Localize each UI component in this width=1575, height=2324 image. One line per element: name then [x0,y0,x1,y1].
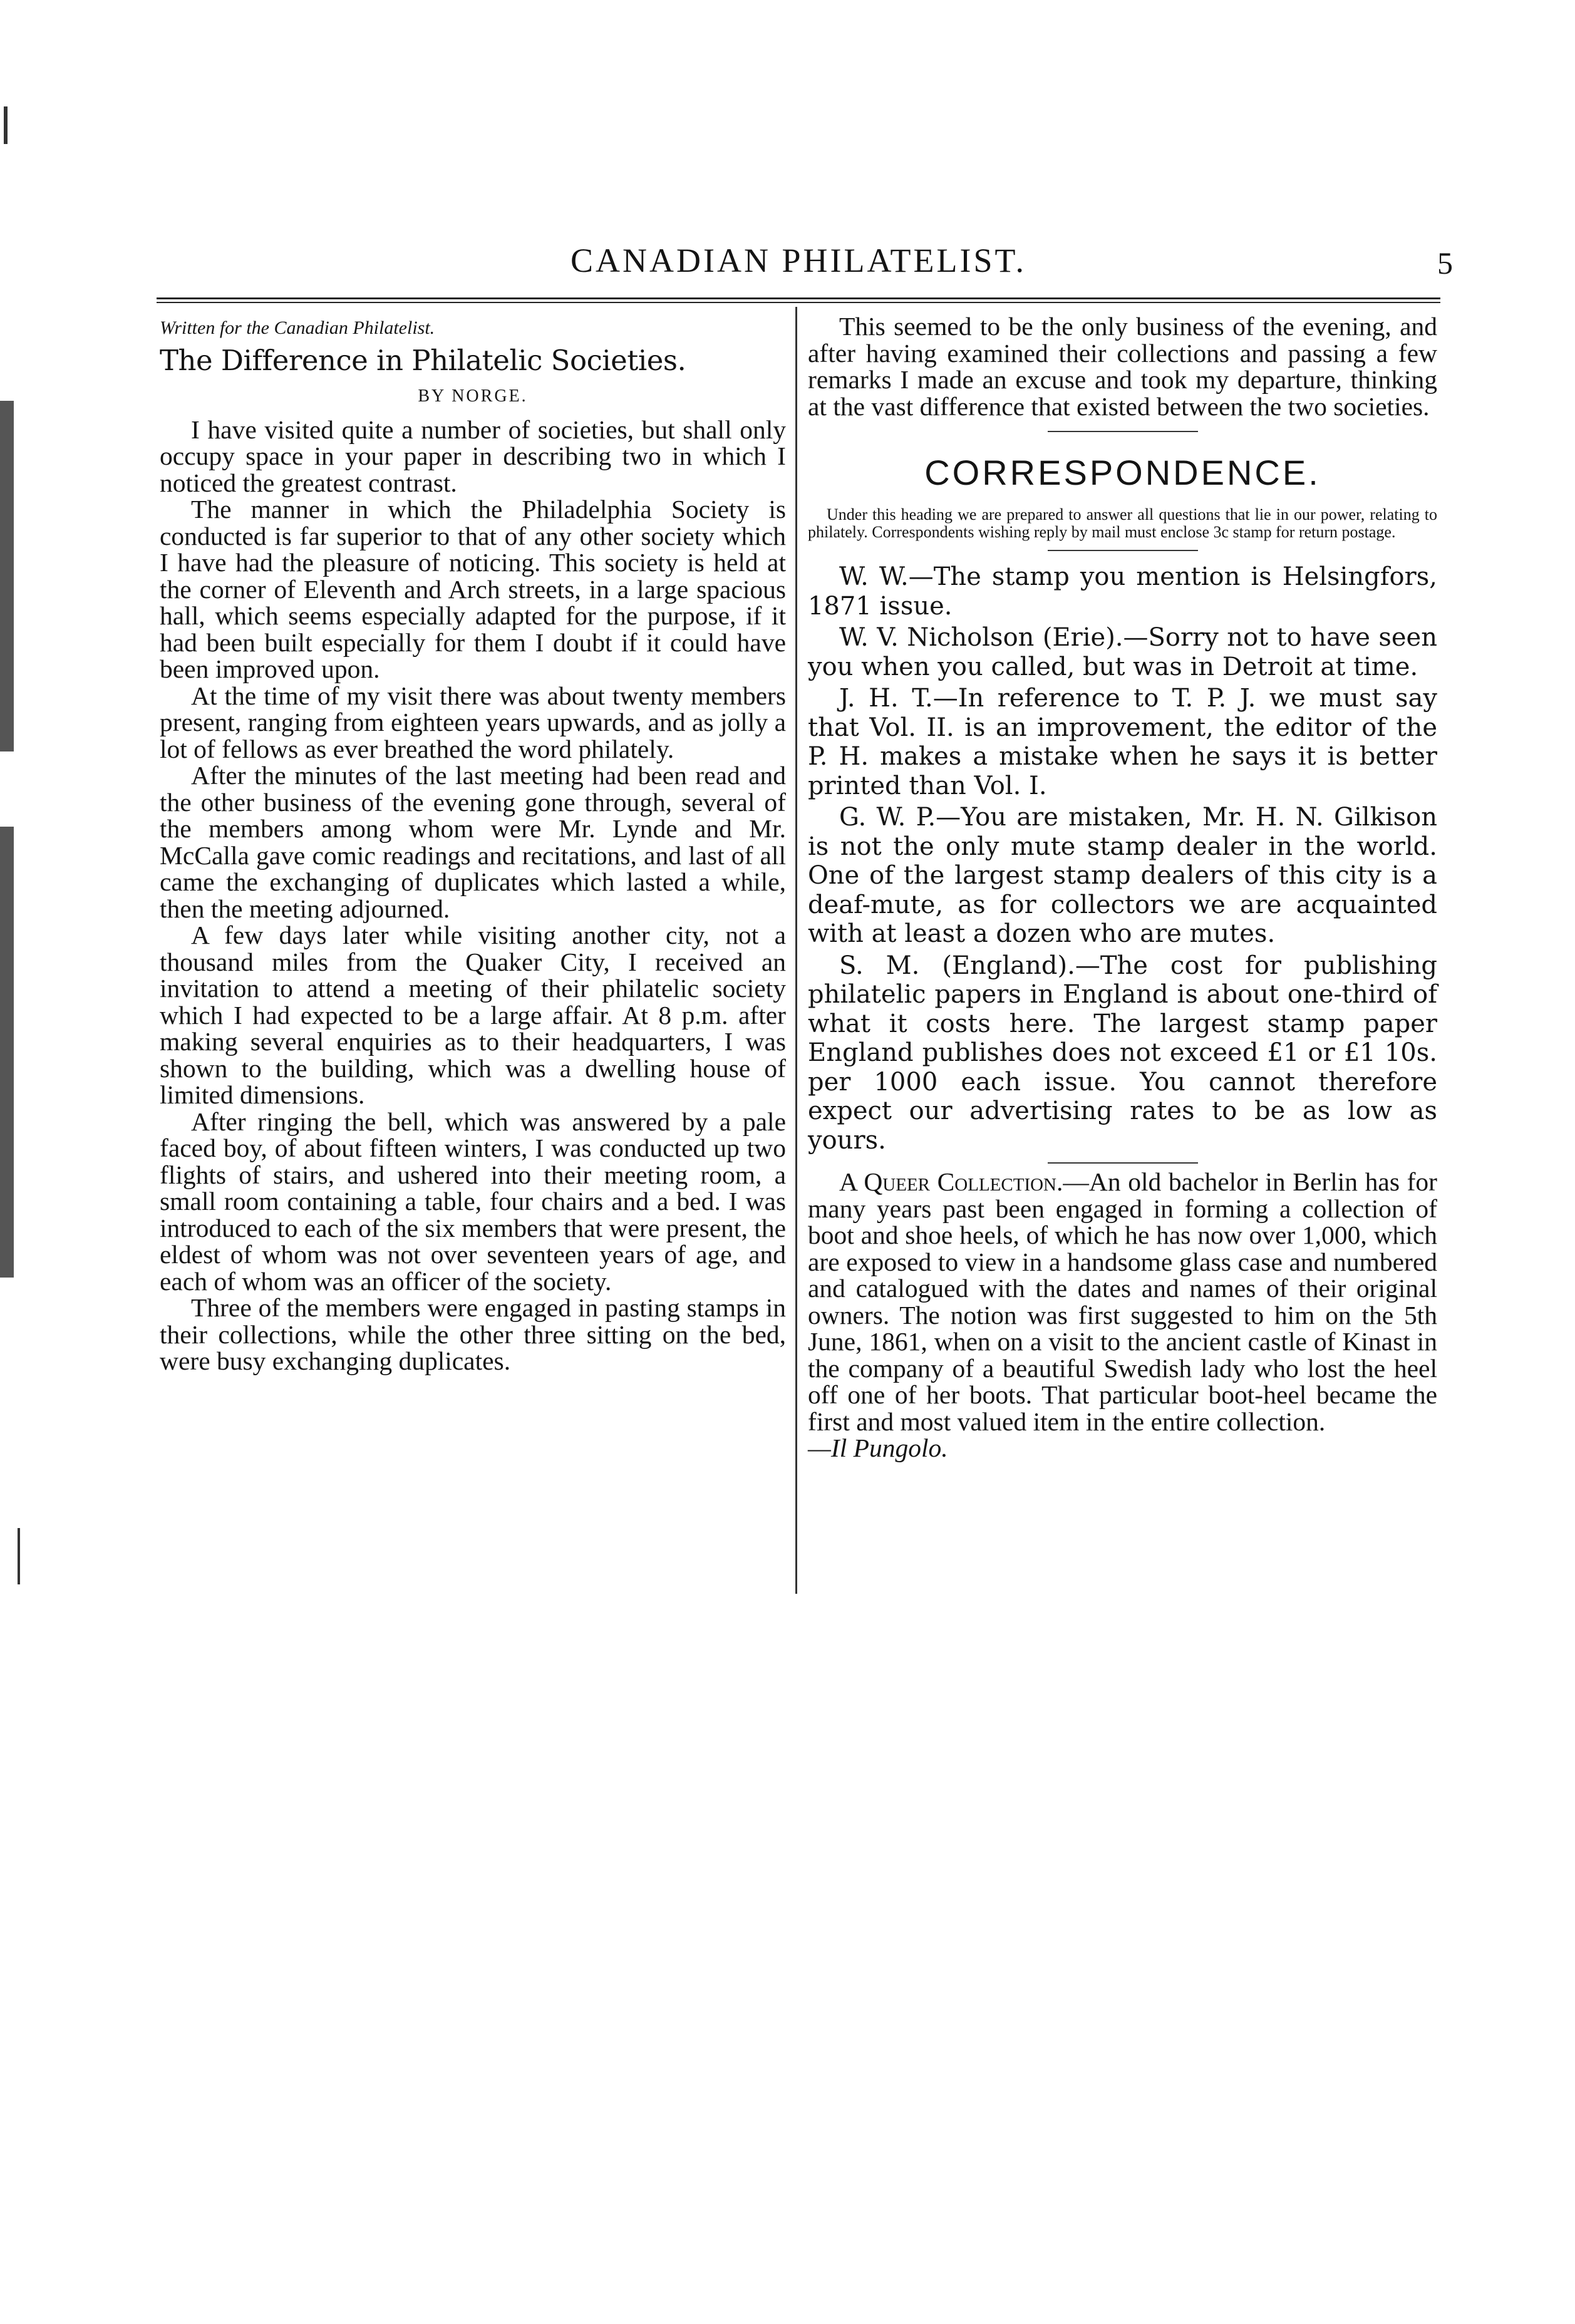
correspondence-item: W. W.—The stamp you mention is Helsingfors, 1871 issue. [808,562,1437,621]
scan-edge-mark-top [4,106,8,144]
article-paragraph: After ringing the bell, which was answered by a pale faced boy, of about fifteen winters, I was conducted up two flights of stairs, and ushered into their meeting room, a small room containing a table, four chairs and a bed. I was introduced to each of the six members that were present, the eldest of whom was not over seventeen years of age, and each of whom was an officer of the society. [160,1107,786,1296]
scan-edge-mark-bottom [18,1528,20,1584]
correspondence-item: J. H. T.—In reference to T. P. J. we must say that Vol. II. is an improvement, the editor of the P. H. makes a mistake when he says it is better printed than Vol. I. [808,684,1437,800]
journal-title: CANADIAN PHILATELIST. [571,242,1026,279]
article-paragraph: I have visited quite a number of societies, but shall only occupy space in your paper in describing two in which I noticed the greatest contrast. [160,415,786,497]
section-rule [1048,431,1198,432]
correspondence-list [808,562,1437,1155]
article-paragraph: After the minutes of the last meeting had been read and the other business of the evening gone through, several of the members among whom were Mr. Lynde and Mr. McCalla gave comic readings and recitations, and last of all came the exchanging of duplicates which lasted a while, then the meeting adjourned. [160,761,786,923]
article-paragraph: A few days later while visiting another city, not a thousand miles from the Quaker City, I received an invitation to attend a meeting of their philatelic society which I had expected to be a large affair. At 8 p.m. after making several enquiries as to their headquarters, I was shown to the building, which was a dwelling house of limited dimensions. [160,921,786,1109]
article-paragraph: At the time of my visit there was about twenty members present, ranging from eighteen years upwards, and as jolly a lot of fellows as ever breathed the word philately. [160,681,786,763]
correspondence-item: G. W. P.—You are mistaken, Mr. H. N. Gilkison is not the only mute stamp dealer in the world. One of the largest stamp dealers of this city is a deaf-mute, as for collectors we are acquainted with at least a dozen who are mutes. [808,803,1437,948]
article-author: BY NORGE. [418,386,528,406]
left-column [160,313,786,1375]
running-head [157,241,1453,291]
article-paragraph: The manner in which the Philadelphia Society is conducted is far superior to that of any other society which I have had the pleasure of noticing. This society is held at the corner of Eleventh and Arch streets, in a large spacious hall, which seems especially adapted for the purpose, if it had been built especially for them I doubt if it could have been improved upon. [160,495,786,683]
article-title: The Difference in Philatelic Societies. [160,344,686,377]
scan-edge-mark-lower [0,827,14,1278]
article-credit: Written for the Canadian Philatelist. [160,318,435,338]
queer-collection-signature-line [808,1435,1437,1462]
correspondence-note: Under this heading we are prepared to answer all questions that lie in our power, relating to philately. Correspondents wishing reply by mail must enclose 3c stamp for return postage. [808,505,1437,541]
page-number: 5 [1437,245,1453,281]
right-column [808,313,1437,1462]
header-rule [157,297,1440,303]
queer-collection-paragraph [808,1169,1437,1435]
article-paragraph: Three of the members were engaged in pasting stamps in their collections, while the other three sitting on the bed, were busy exchanging duplicates. [160,1293,786,1375]
section-rule [1048,1162,1198,1164]
article-paragraph-continued: This seemed to be the only business of the evening, and after having examined their collections and passing a few remarks I made an excuse and took my departure, thinking at the vast difference that existed between the two societies. [808,312,1437,421]
section-rule [1048,550,1198,551]
queer-collection-signature: —Il Pungolo. [808,1433,948,1462]
queer-collection-lead: A Queer Collection. [839,1167,1063,1196]
column-divider [795,307,797,1594]
correspondence-item: W. V. Nicholson (Erie).—Sorry not to have seen you when you called, but was in Detroit at time. [808,623,1437,681]
queer-collection-body: —An old bachelor in Berlin has for many years past been engaged in forming a collection of boot and shoe heels, of which he has now over 1,000, which are exposed to view in a handsome glass case and numbered and catalogued with the dates and names of their original owners. The notion was first suggested to him on the 5th June, 1861, when on a visit to the ancient castle of Kinast in the company of a beautiful Swedish lady who lost the heel off one of her boots. That particular boot-heel became the first and most valued item in the entire collection. [808,1167,1437,1436]
scan-edge-mark-upper [0,401,14,751]
correspondence-item: S. M. (England).—The cost for publishing philatelic papers in England is about one-third of what it costs here. The largest stamp paper England publishes does not exceed £1 or £1 10s. per 1000 each issue. You cannot therefore expect our advertising rates to be as low as yours. [808,951,1437,1155]
correspondence-heading: CORRESPONDENCE. [924,453,1321,492]
